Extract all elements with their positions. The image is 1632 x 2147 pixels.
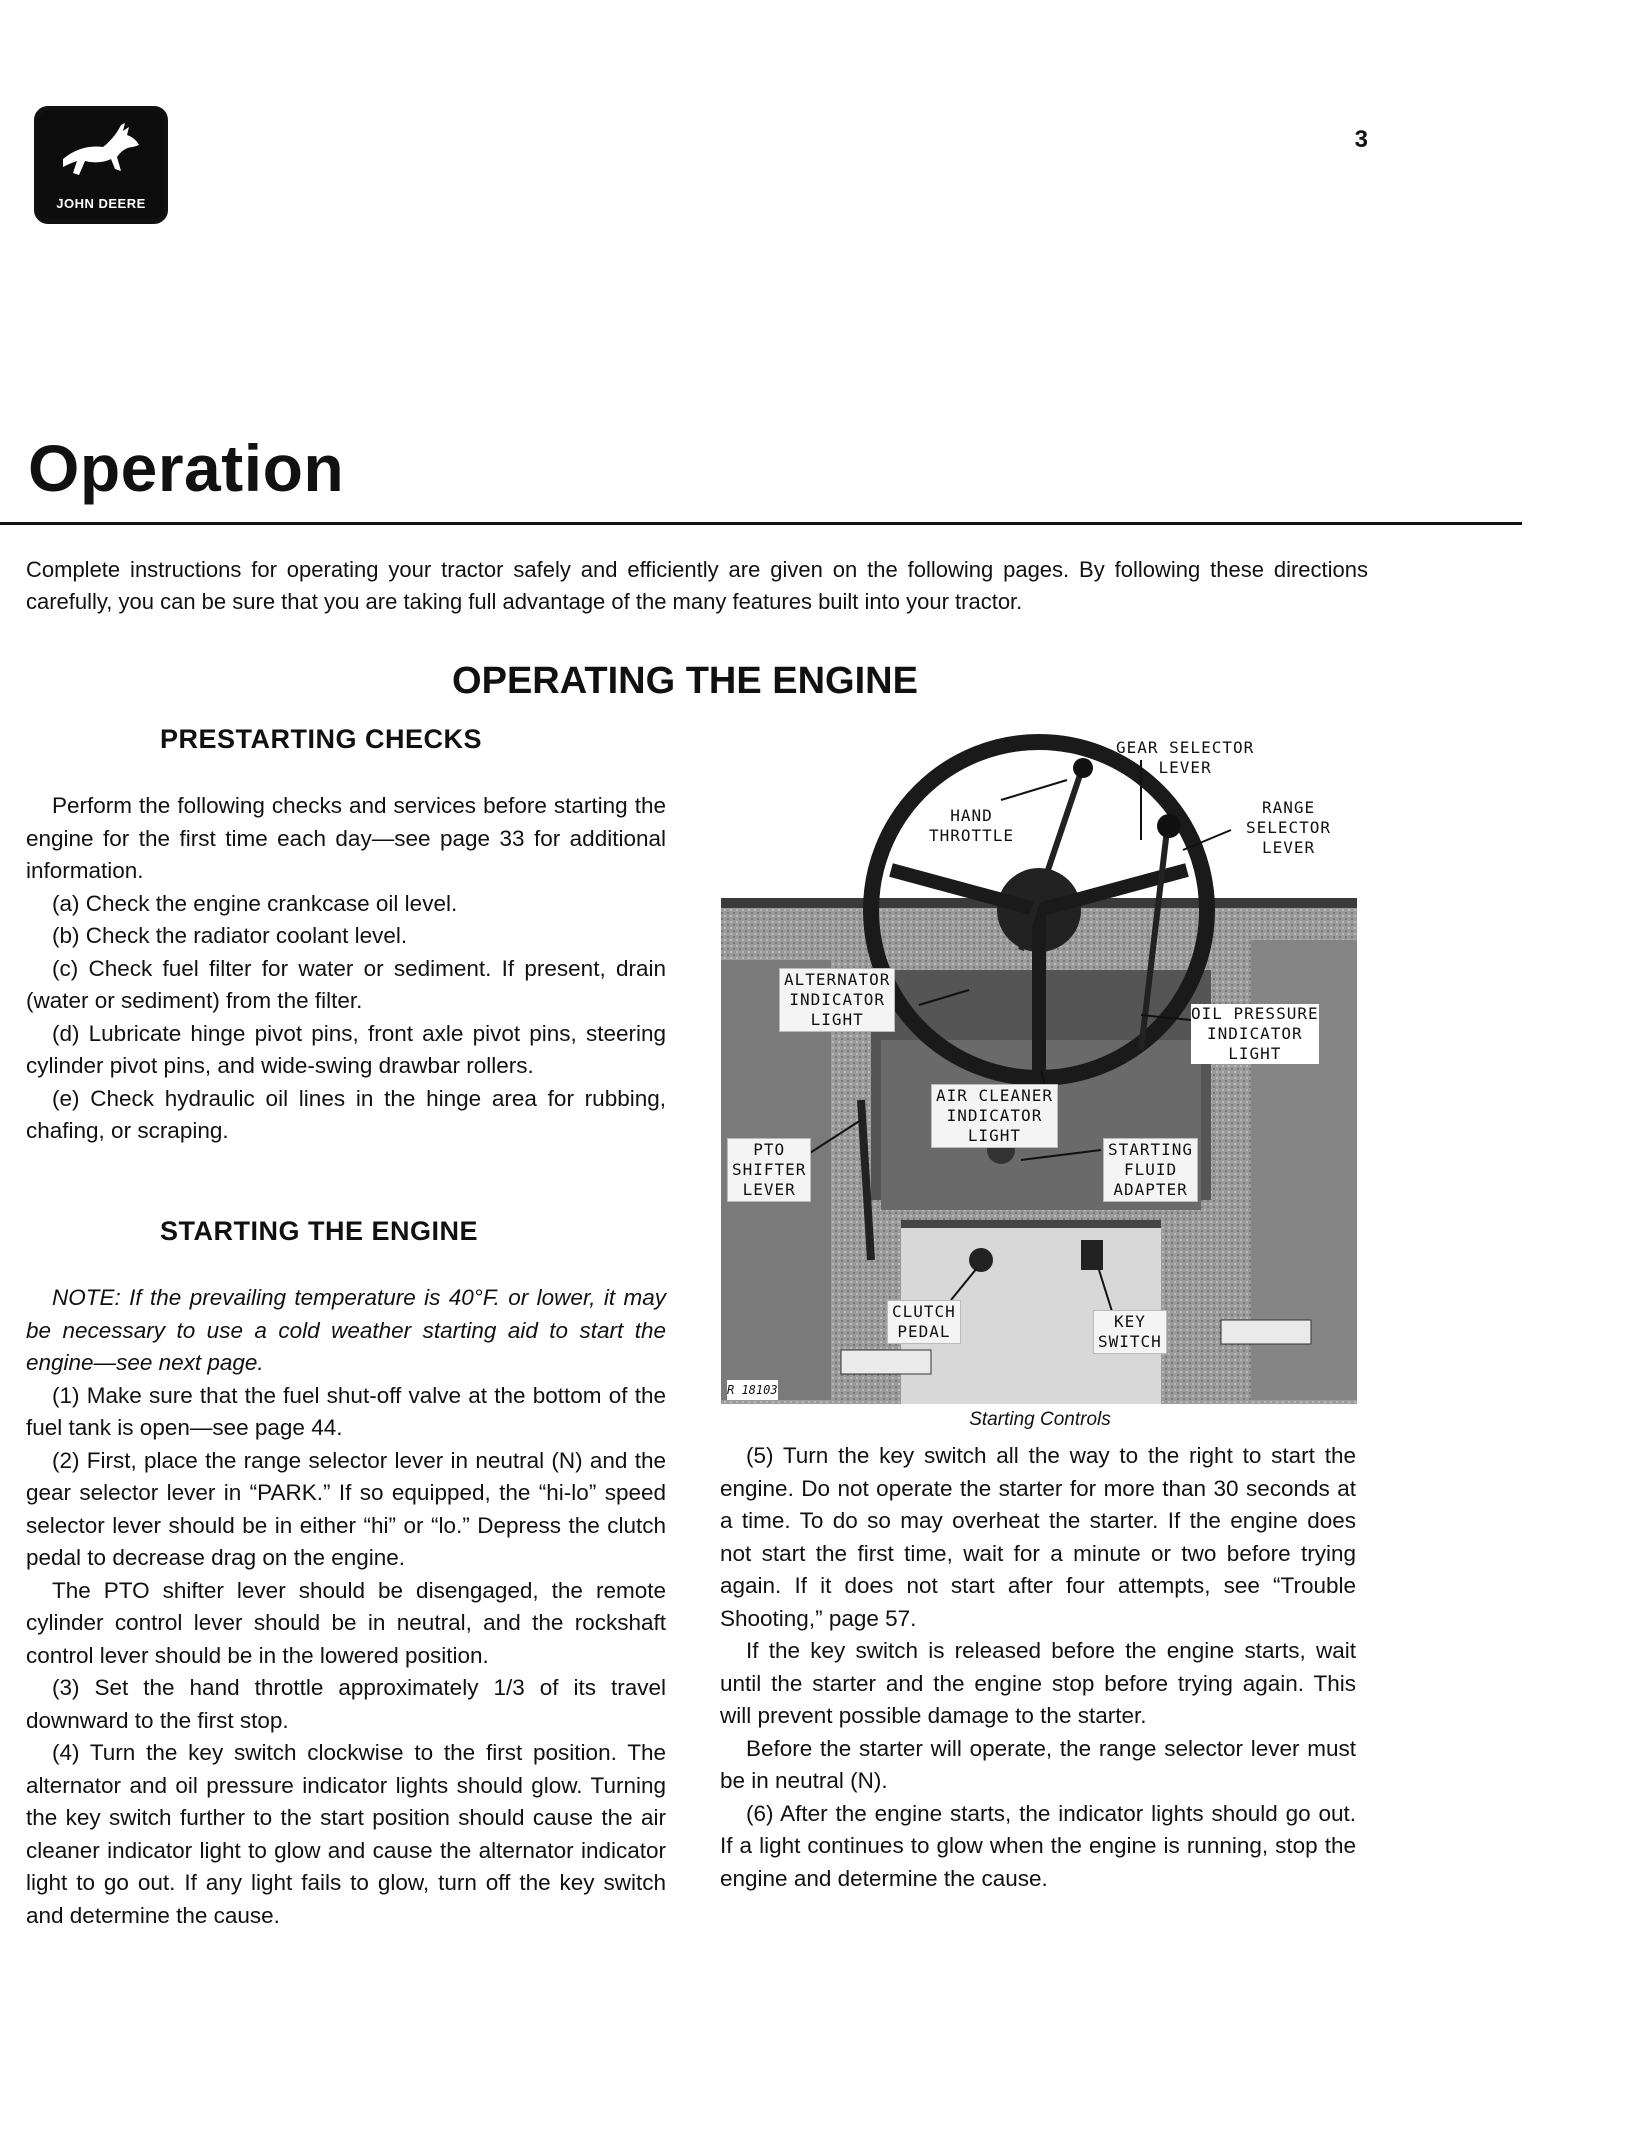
prestarting-paragraph: (c) Check fuel filter for water or sediment. If present, drain (water or sediment) from the filter.	[26, 955, 666, 1013]
page-number: 3	[1354, 126, 1368, 153]
starting-heading: STARTING THE ENGINE	[160, 1216, 479, 1246]
john-deere-logo	[34, 106, 168, 224]
starting-note: NOTE: If the prevailing temperature is 40°F. or lower, it may be necessary to use a cold weather starting aid to start the engine—see next page.	[26, 1285, 666, 1375]
prestarting-text	[26, 790, 666, 1148]
clutch-pedal-label: CLUTCH PEDAL	[887, 1300, 961, 1344]
starting-controls-photo	[721, 720, 1357, 1404]
starting-paragraph: (4) Turn the key switch clockwise to the first position. The alternator and oil pressure indicator lights should glow. Turning the key switch further to the start position should cause the air cleaner indicator light to glow and cause the alternator indicator light to go out. If any light fails to glow, turn off the key switch and determine the cause.	[26, 1740, 666, 1928]
prestarting-paragraph: (b) Check the radiator coolant level.	[52, 923, 408, 948]
pto-shifter-label: PTO SHIFTER LEVER	[727, 1138, 811, 1202]
prestarting-paragraph: (d) Lubricate hinge pivot pins, front axle pivot pins, steering cylinder pivot pins, and wide-swing drawbar rollers.	[26, 1020, 666, 1078]
key-switch-label: KEY SWITCH	[1093, 1310, 1167, 1354]
starting-paragraph: The PTO shifter lever should be disengaged, the remote cylinder control lever should be in neutral, and the rockshaft control lever should be in the lowered position.	[26, 1577, 666, 1668]
range-selector-label: RANGE SELECTOR LEVER	[1246, 798, 1332, 857]
right-paragraph: If the key switch is released before the engine starts, wait until the starter and the engine stop before trying again. This will prevent possible damage to the starter.	[720, 1638, 1356, 1728]
logo-text: JOHN DEERE	[56, 196, 146, 211]
prestarting-heading: PRESTARTING CHECKS	[160, 724, 483, 754]
page-title: Operation	[28, 431, 345, 505]
starting-fluid-label: STARTING FLUID ADAPTER	[1103, 1138, 1198, 1202]
air-cleaner-label: AIR CLEANER INDICATOR LIGHT	[931, 1084, 1058, 1148]
prestarting-paragraph: (e) Check hydraulic oil lines in the hinge area for rubbing, chafing, or scraping.	[26, 1085, 666, 1143]
oil-pressure-label: OIL PRESSURE INDICATOR LIGHT	[1191, 1004, 1319, 1063]
starting-text	[26, 1282, 666, 1932]
starting-paragraph: (2) First, place the range selector lever in neutral (N) and the gear selector lever in “PARK.” If so equipped, the “hi-lo” speed selector lever should be in either “hi” or “lo.” Depress the clutch pedal to decrease drag on the engine.	[26, 1447, 666, 1570]
right-paragraph: (6) After the engine starts, the indicator lights should go out. If a light continues to glow when the engine is running, stop the engine and determine the cause.	[720, 1800, 1356, 1891]
starting-paragraph: (1) Make sure that the fuel shut-off valve at the bottom of the fuel tank is open—see page 44.	[26, 1382, 666, 1440]
starting-paragraph: (3) Set the hand throttle approximately 1/3 of its travel downward to the first stop.	[26, 1675, 666, 1733]
alternator-indicator-label: ALTERNATOR INDICATOR LIGHT	[779, 968, 895, 1032]
gear-selector-label: GEAR SELECTOR LEVER	[1116, 738, 1255, 777]
title-rule	[0, 522, 1522, 525]
right-paragraph: (5) Turn the key switch all the way to the right to start the engine. Do not operate the starter for more than 30 seconds at a time. To do so may overheat the starter. If the engine does not start the first time, wait for a minute or two before trying again. If it does not start after four attempts, see “Trouble Shooting,” page 57.	[720, 1443, 1356, 1631]
figure-reference: R 18103	[727, 1380, 778, 1400]
prestarting-paragraph: Perform the following checks and services before starting the engine for the first time each day—see page 33 for additional information.	[26, 793, 666, 883]
hand-throttle-label: HAND THROTTLE	[929, 806, 1015, 845]
right-column-text	[720, 1440, 1356, 1895]
section-title: OPERATING THE ENGINE	[452, 660, 918, 702]
right-paragraph: Before the starter will operate, the range selector lever must be in neutral (N).	[720, 1735, 1356, 1793]
deer-icon	[55, 119, 147, 187]
intro-paragraph: Complete instructions for operating your tractor safely and efficiently are given on the following pages. By following these directions carefully, you can be sure that you are taking full advantage of the many features built into your tractor.	[26, 557, 1368, 614]
figure-caption: Starting Controls	[969, 1409, 1111, 1430]
prestarting-paragraph: (a) Check the engine crankcase oil level.	[52, 890, 458, 916]
